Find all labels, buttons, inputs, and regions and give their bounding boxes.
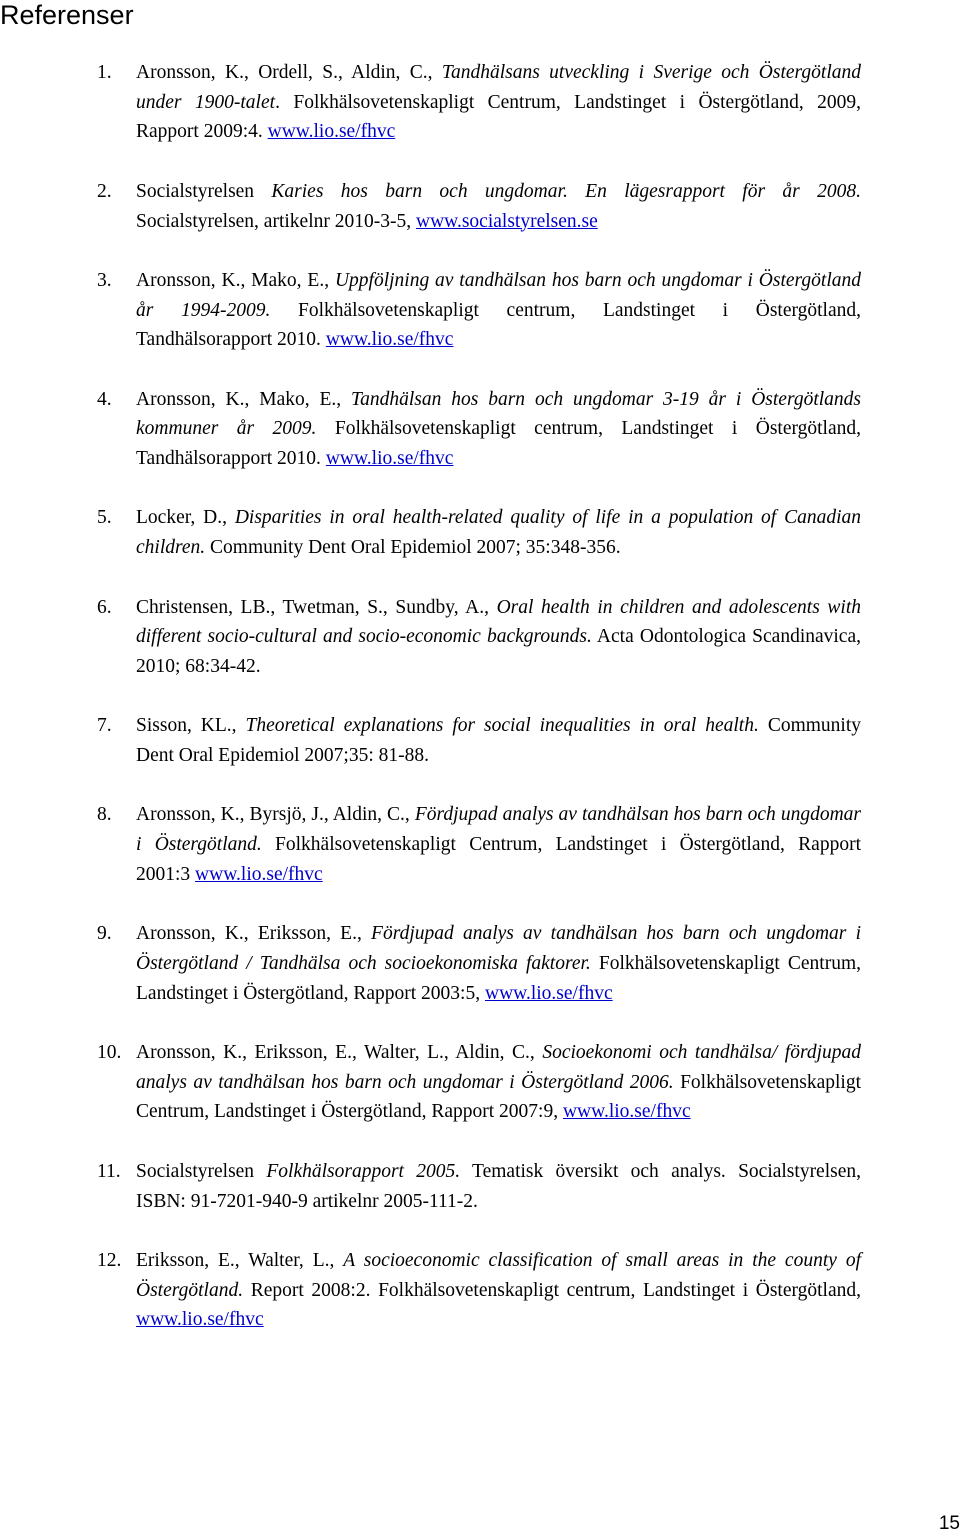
reference-text: Folkhälsovetenskapligt centrum, Landstinget i Östergötland, Tandhälsorapport 2010. bbox=[136, 299, 861, 351]
reference-item bbox=[97, 1246, 861, 1335]
reference-link[interactable]: www.lio.se/fhvc bbox=[325, 329, 454, 351]
page-heading: Referenser bbox=[0, 0, 134, 30]
reference-item bbox=[97, 58, 861, 147]
reference-title: Karies hos barn och ungdomar. En lägesrapport för år 2008. bbox=[271, 180, 861, 202]
reference-text: Folkhälsovetenskapligt centrum, Landstinget i Östergötland, Tandhälsorapport 2010. bbox=[136, 418, 861, 470]
reference-link[interactable]: www.lio.se/fhvc bbox=[325, 448, 454, 470]
reference-text: Tematisk översikt och analys. Socialstyrelsen, ISBN: 91-7201-940-9 artikelnr 2005-111-2. bbox=[136, 1160, 861, 1212]
reference-text: Eriksson, E., Walter, L., bbox=[136, 1249, 344, 1271]
reference-title: Tandhälsans utveckling i Sverige och Östergötland under 1900-talet bbox=[136, 62, 861, 113]
reference-item bbox=[97, 1038, 861, 1127]
reference-item bbox=[97, 711, 861, 770]
reference-title: Tandhälsan hos barn och ungdomar 3-19 år i Östergötlands kommuner år 2009. bbox=[136, 388, 861, 440]
reference-title: A socioeconomic classification of small areas in the county of Östergötland. bbox=[136, 1249, 861, 1301]
reference-number: 6. bbox=[97, 596, 112, 618]
reference-text: Christensen, LB., Twetman, S., Sundby, A., bbox=[136, 596, 497, 618]
reference-text: Community Dent Oral Epidemiol 2007; 35:348-356. bbox=[205, 537, 621, 559]
reference-item bbox=[97, 919, 861, 1008]
reference-item bbox=[97, 177, 861, 236]
reference-item bbox=[97, 266, 861, 355]
reference-text: Aronsson, K., Mako, E., bbox=[136, 269, 335, 291]
reference-title: Uppföljning av tandhälsan hos barn och ungdomar i Östergötland år 1994-2009. bbox=[136, 269, 861, 321]
reference-title: Oral health in children and adolescents with different socio-cultural and socio-economic backgrounds. bbox=[136, 596, 861, 648]
reference-link[interactable]: www.lio.se/fhvc bbox=[562, 1101, 691, 1123]
reference-text: Report 2008:2. Folkhälsovetenskapligt centrum, Landstinget i Östergötland, bbox=[243, 1279, 861, 1301]
reference-number: 1. bbox=[97, 62, 112, 83]
reference-text: Acta Odontologica Scandinavica, 2010; 68:34-42. bbox=[136, 626, 861, 677]
reference-title: Fördjupad analys av tandhälsan hos barn och ungdomar i Östergötland / Tandhälsa och socioekonomiska faktorer. bbox=[136, 923, 861, 974]
reference-number: 8. bbox=[97, 804, 112, 826]
page-number: 15 bbox=[938, 1513, 960, 1534]
reference-link[interactable]: www.lio.se/fhvc bbox=[136, 1309, 264, 1331]
reference-title: Folkhälsorapport 2005. bbox=[266, 1160, 461, 1182]
reference-number: 3. bbox=[97, 269, 112, 291]
reference-text: Locker, D., bbox=[136, 507, 235, 529]
reference-text: Folkhälsovetenskapligt Centrum, Landstinget i Östergötland, Rapport 2003:5, bbox=[136, 952, 862, 1004]
reference-number: 11. bbox=[97, 1160, 121, 1182]
reference-text: Aronsson, K., Eriksson, E., Walter, L., Aldin, C., bbox=[136, 1042, 543, 1064]
reference-number: 4. bbox=[97, 388, 112, 410]
reference-title: Socioekonomi och tandhälsa/ fördjupad analys av tandhälsan hos barn och ungdomar i Östergötland 2006. bbox=[136, 1042, 861, 1093]
reference-text: Socialstyrelsen bbox=[136, 1160, 267, 1182]
reference-text: Socialstyrelsen bbox=[136, 180, 272, 202]
reference-text: Aronsson, K., Mako, E., bbox=[136, 388, 352, 410]
reference-text: Folkhälsovetenskapligt Centrum, Landstinget i Östergötland, Rapport 2007:9, bbox=[136, 1071, 861, 1123]
reference-link[interactable]: www.lio.se/fhvc bbox=[484, 982, 613, 1004]
reference-text: Community Dent Oral Epidemiol 2007;35: 81-88. bbox=[136, 715, 862, 767]
reference-number: 12. bbox=[97, 1249, 122, 1271]
reference-text: Aronsson, K., Eriksson, E., bbox=[136, 923, 372, 945]
reference-number: 10. bbox=[97, 1042, 122, 1064]
reference-title: Theoretical explanations for social inequalities in oral health. bbox=[245, 715, 759, 737]
reference-text: . Folkhälsovetenskapligt Centrum, Landstinget i Östergötland, 2009, Rapport 2009:4. bbox=[136, 91, 861, 143]
reference-item bbox=[97, 503, 861, 562]
reference-number: 7. bbox=[97, 715, 112, 737]
reference-link[interactable]: www.socialstyrelsen.se bbox=[415, 210, 598, 232]
reference-text: Folkhälsovetenskapligt Centrum, Landstinget i Östergötland, Rapport 2001:3 bbox=[136, 834, 861, 885]
reference-title: Disparities in oral health-related quality of life in a population of Canadian children. bbox=[136, 507, 861, 559]
reference-text: Aronsson, K., Ordell, S., Aldin, C., bbox=[136, 62, 442, 83]
reference-text: Sisson, KL., bbox=[136, 715, 246, 737]
reference-number: 2. bbox=[97, 180, 112, 202]
reference-number: 5. bbox=[97, 507, 112, 529]
reference-item bbox=[97, 593, 861, 682]
reference-number: 9. bbox=[97, 923, 112, 945]
reference-link[interactable]: www.lio.se/fhvc bbox=[267, 121, 396, 143]
reference-item bbox=[97, 385, 861, 474]
reference-item bbox=[97, 1157, 861, 1216]
reference-list bbox=[97, 58, 861, 1365]
reference-title: Fördjupad analys av tandhälsan hos barn och ungdomar i Östergötland. bbox=[136, 804, 861, 856]
reference-text: Socialstyrelsen, artikelnr 2010-3-5, bbox=[136, 210, 416, 232]
reference-item bbox=[97, 800, 861, 889]
reference-text: Aronsson, K., Byrsjö, J., Aldin, C., bbox=[136, 804, 415, 826]
reference-link[interactable]: www.lio.se/fhvc bbox=[195, 863, 323, 885]
